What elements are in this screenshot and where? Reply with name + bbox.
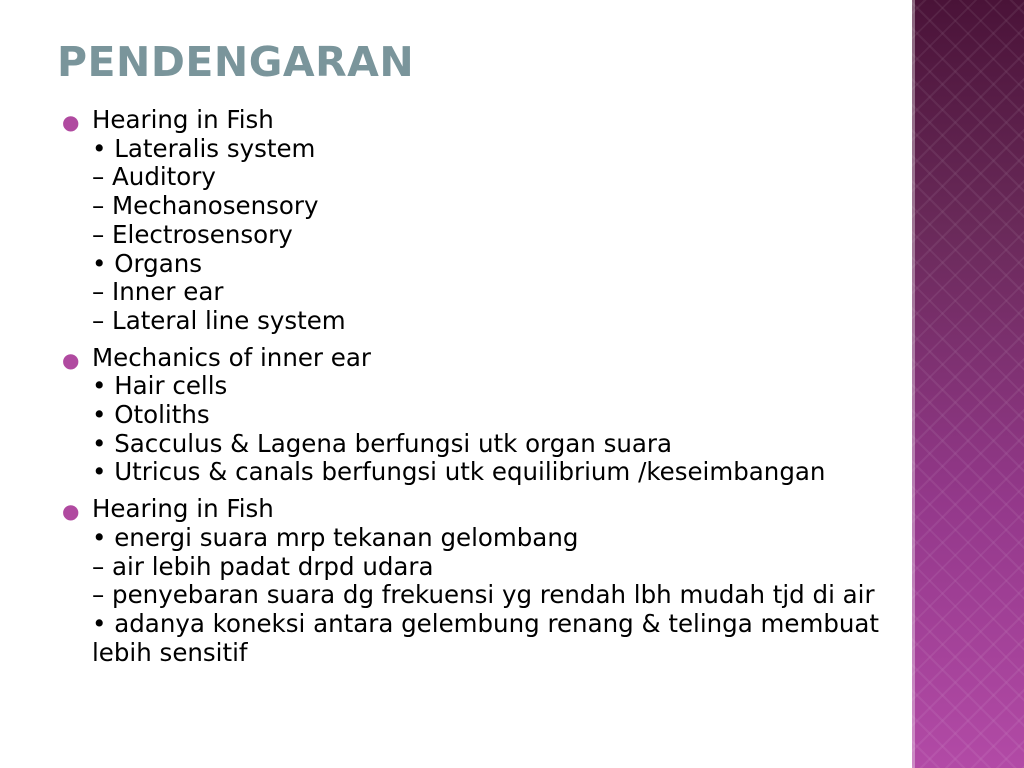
sub-item: • adanya koneksi antara gelembung renang & telinga membuat <box>92 608 880 638</box>
sub-item: • Hair cells <box>92 371 228 401</box>
sub-item: – Electrosensory <box>92 219 293 249</box>
slide-title: PENDENGARAN <box>57 38 415 86</box>
sub-item: • Lateralis system <box>92 133 316 163</box>
sub-item: • Utricus & canals berfungsi utk equilibrium /keseimbangan <box>92 457 826 487</box>
sub-item: – Lateral line system <box>92 305 346 335</box>
sub-item: – Auditory <box>92 162 216 192</box>
sub-item: – air lebih padat drpd udara <box>92 551 434 581</box>
bullet-mechanics-inner-ear <box>58 344 948 488</box>
sub-item: • energi suara mrp tekanan gelombang <box>92 522 579 552</box>
bullet-heading: Hearing in Fish <box>92 105 274 134</box>
sub-item: – Inner ear <box>92 277 224 307</box>
bullet-hearing-in-fish-2 <box>58 495 948 667</box>
sub-item: • Otoliths <box>92 400 210 430</box>
bullet-hearing-in-fish-1 <box>58 106 948 336</box>
bullet-marker-icon: ● <box>62 499 80 524</box>
bullet-heading: Mechanics of inner ear <box>92 342 371 372</box>
sub-item: • Organs <box>92 248 203 278</box>
sub-item: • Sacculus & Lagena berfungsi utk organ suara <box>92 428 672 458</box>
sub-item: – Mechanosensory <box>92 191 319 221</box>
sub-item: – penyebaran suara dg frekuensi yg rendah lbh mudah tjd di air <box>92 580 875 610</box>
bullet-marker-icon: ● <box>62 347 80 372</box>
bullet-marker-icon: ● <box>62 110 80 134</box>
sub-item: lebih sensitif <box>92 637 248 667</box>
bullet-heading: Hearing in Fish <box>92 494 274 524</box>
slide-body <box>58 106 948 675</box>
